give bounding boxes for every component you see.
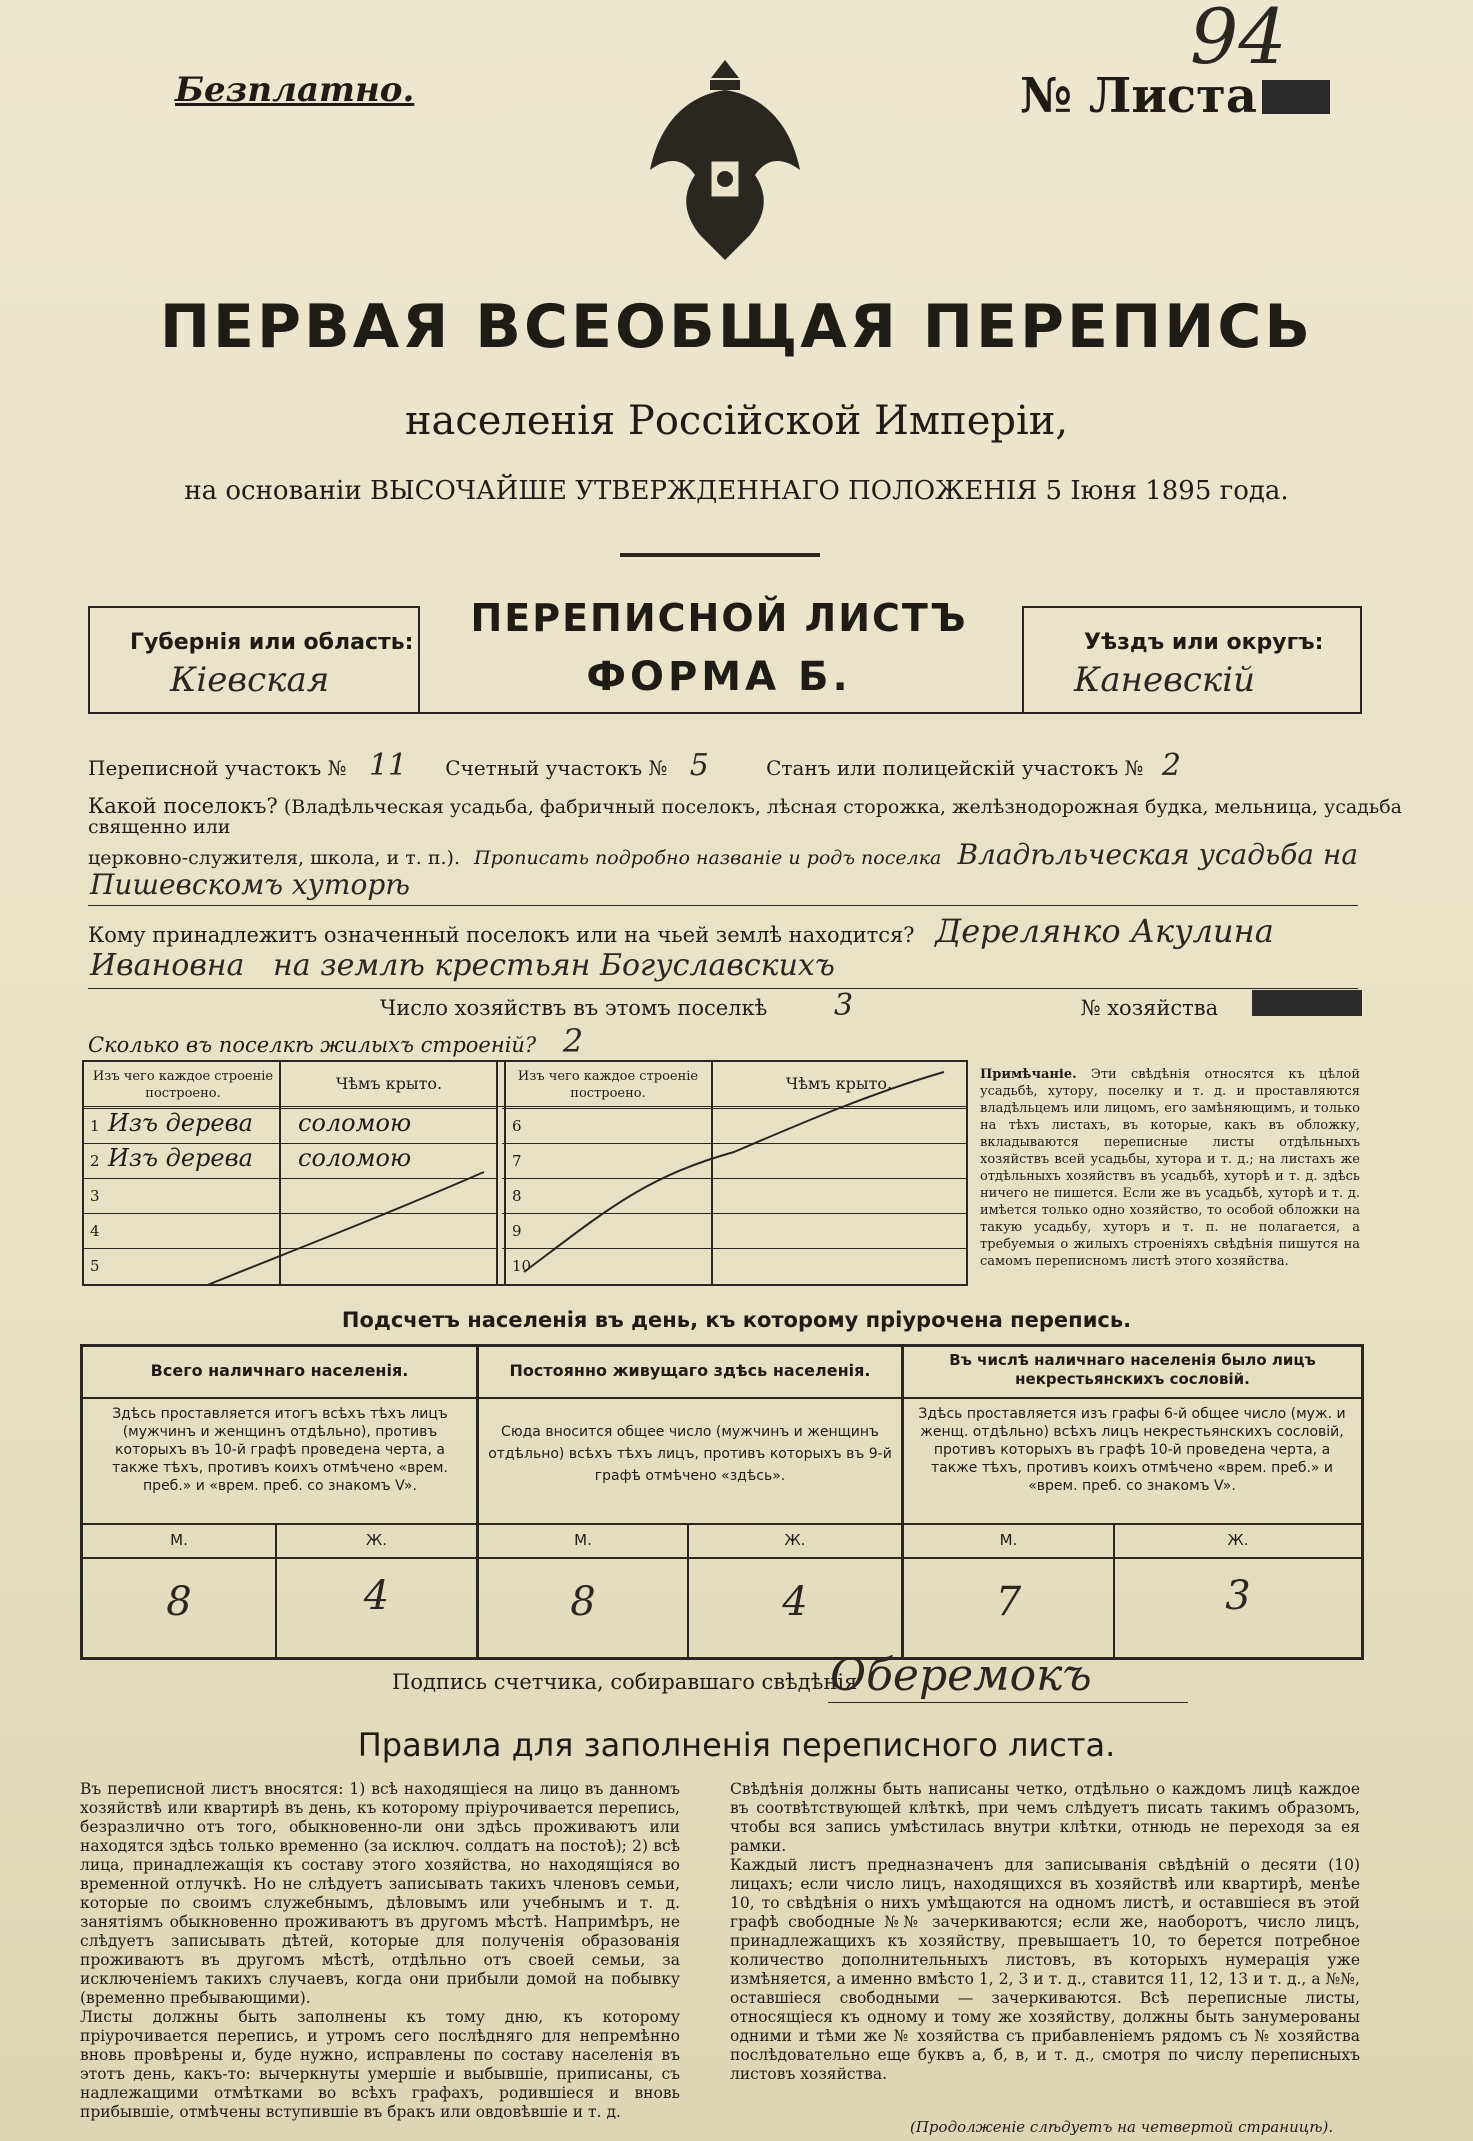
count-header-3: Въ числѣ наличнаго населенія было лицъ некрестьянскихъ сословій.	[949, 1351, 1316, 1388]
households-line	[380, 988, 1218, 1023]
row-number: 9	[512, 1222, 522, 1240]
count-zh-3: Ж.	[1227, 1531, 1249, 1549]
gubernia-label: Губернія или область:	[130, 630, 414, 655]
row-number: 5	[90, 1257, 100, 1275]
double-headed-eagle-icon	[640, 50, 810, 270]
left-col1-header: Изъ чего каждое строеніе построено.	[92, 1069, 274, 1101]
main-title: ПЕРВАЯ ВСЕОБЩАЯ ПЕРЕПИСЬ	[159, 292, 1314, 362]
count-zh-1: Ж.	[366, 1531, 387, 1549]
poselok-hint-2: церковно-служителя, школа, и т. п.).	[88, 847, 460, 869]
count-m-1: М.	[170, 1531, 188, 1549]
gubernia-value: Кіевская	[170, 660, 330, 700]
row-number: 6	[512, 1117, 522, 1135]
sheet-number-value: 94	[1190, 0, 1287, 81]
poselok-value-2: Пишевскомъ хуторѣ	[90, 868, 410, 901]
schetny-label: Счетный участокъ №	[445, 756, 668, 780]
row-number: 3	[90, 1187, 100, 1205]
household-number-label: № хозяйства	[1080, 996, 1219, 1020]
roof-value: соломою	[298, 1144, 412, 1172]
count-zh-2: Ж.	[784, 1531, 806, 1549]
title-divider	[620, 553, 820, 557]
row-number: 4	[90, 1222, 100, 1240]
stan-value: 2	[1161, 748, 1181, 783]
subtitle: населенія Россійской Имперіи,	[404, 398, 1069, 444]
owner-question: Кому принадлежитъ означенный поселокъ или на чьей землѣ находится?	[88, 923, 915, 947]
rules-right: Свѣдѣнія должны быть написаны четко, отдѣльно о каждомъ лицѣ каждое въ соотвѣтствующей клѣткѣ, при чемъ слѣдуетъ писать такимъ образомъ, чтобы вся запись умѣстилась внутри клѣтки, отнюдь не переходя за ея рамки. Каждый листъ предназначенъ для записыванія свѣдѣній о десяти (10) лицахъ; если число лицъ, находящихся въ хозяйствѣ или квартирѣ, менѣе 10, то свѣдѣнія о нихъ умѣщаются на одномъ листѣ, и оставшіеся въ этой графѣ свободные №№ зачеркиваются; если же, наоборотъ, число лицъ, принадлежащихъ къ хозяйству, превышаетъ 10, то берется потребное количество дополнительныхъ листовъ, въ которыхъ нумерація уже измѣняется, а именно вмѣсто 1, 2, 3 и т. д., ставится 11, 12, 13 и т. д., а №№, оставшіеся свободными — зачеркиваются. Всѣ переписные листы, относящіеся къ одному и тому же хозяйству, должны быть занумерованы одними и тѣми же № хозяйства съ прибавленіемъ рядомъ съ № хозяйства послѣдовательно еще буквъ а, б, в, и т. д., смотря по числу переписныхъ листовъ хозяйства.	[730, 1780, 1360, 2083]
signature-value: Оберемокъ	[830, 1650, 1092, 1701]
buildings-question: Сколько въ поселкѣ жилыхъ строеній?	[88, 1033, 537, 1057]
form-title: ПЕРЕПИСНОЙ ЛИСТЪ	[470, 596, 968, 640]
count-value-2m: 8	[570, 1579, 596, 1625]
material-value: Изъ дерева	[108, 1109, 253, 1137]
owner-value-2: Ивановна на землѣ крестьян Богуславскихъ	[90, 948, 835, 983]
basis-line: на основаніи ВЫСОЧАЙШЕ УТВЕРЖДЕННАГО ПОЛОЖЕНІЯ 5 Іюня 1895 года.	[184, 476, 1289, 506]
households-value: 3	[833, 988, 854, 1023]
free-label: Безплатно.	[175, 70, 415, 110]
uezd-box	[1022, 606, 1362, 714]
count-title: Подсчетъ населенія въ день, къ которому пріурочена перепись.	[341, 1308, 1132, 1332]
count-header-1: Всего наличнаго населенія.	[150, 1361, 409, 1380]
roof-value: соломою	[298, 1109, 412, 1137]
right-col2-header: Чѣмъ крыто.	[785, 1074, 893, 1093]
note-block	[980, 1066, 1360, 1270]
count-desc-1: Здѣсь проставляется итогъ всѣхъ тѣхъ лицъ (мужчинъ и женщинъ отдѣльно), противъ которыхъ въ 10-й графѣ проведена черта, а также тѣхъ, противъ коихъ отмѣчено «врем. преб.» и «врем. преб. со знакомъ V».	[112, 1406, 448, 1494]
form-name: ФОРМА Б.	[586, 654, 852, 700]
stan-label: Станъ или полицейскій участокъ №	[766, 756, 1144, 780]
material-value: Изъ дерева	[108, 1144, 253, 1172]
cancel-strokes	[84, 1062, 966, 1284]
gubernia-box	[88, 606, 420, 714]
poselok-line-2	[88, 838, 1358, 871]
row-number: 8	[512, 1187, 522, 1205]
buildings-table	[82, 1060, 968, 1286]
count-header-2: Постоянно живущаго здѣсь населенія.	[509, 1361, 871, 1380]
households-label: Число хозяйствъ въ этомъ поселкѣ	[380, 996, 768, 1020]
sheet-number-redaction	[1262, 80, 1330, 114]
count-value-1z: 4	[363, 1573, 390, 1619]
count-desc-3: Здѣсь проставляется изъ графы 6-й общее число (муж. и женщ. отдѣльно) всѣхъ лицъ некрестьянскихъ сословій, противъ которыхъ въ графѣ 10-й проведена черта, а также тѣхъ, противъ коихъ отмѣчено «врем. преб.» и «врем. преб. со знакомъ V».	[918, 1406, 1346, 1494]
count-value-3z: 3	[1225, 1573, 1251, 1619]
household-number-redaction	[1252, 990, 1362, 1016]
sheet-number-label: № Листа	[1020, 68, 1257, 124]
poselok-value-1: Владѣльческая усадьба на	[957, 838, 1359, 871]
buildings-line	[88, 1022, 583, 1060]
signature-label: Подпись счетчика, собиравшаго свѣдѣнія	[392, 1670, 858, 1694]
signature-underline	[828, 1702, 1188, 1703]
right-col1-header: Изъ чего каждое строеніе построено.	[517, 1069, 699, 1101]
row-number: 2	[90, 1152, 100, 1170]
count-value-2z: 4	[782, 1579, 808, 1625]
count-m-3: М.	[999, 1531, 1018, 1549]
note-title: Примѣчаніе.	[980, 1067, 1077, 1082]
poselok-question: Какой поселокъ?	[88, 794, 278, 818]
note-text: Эти свѣдѣнія относятся къ цѣлой усадьбѣ, хутору, поселку и т. д. и проставляются владѣльцемъ или лицомъ, его замѣняющимъ, и только на тѣхъ листахъ, въ которые, какъ въ обложку, вкладываются переписные листы отдѣльныхъ хозяйствъ всей усадьбы, хутора и т. д.; на листахъ же отдѣльныхъ хозяйствъ въ усадьбѣ, хуторѣ и т. д. здѣсь ничего не пишется. Если же въ усадьбѣ, хуторѣ и т. д. имѣется только одно хозяйство, то особой обложки на такую усадьбу, хуторъ и т. п. не полагается, а требуемыя о жилыхъ строеніяхъ свѣдѣнія пишутся на самомъ переписномъ листѣ этого хозяйства.	[980, 1067, 1360, 1269]
perepisnoy-line	[88, 748, 1181, 783]
rules-title: Правила для заполненія переписного листа.	[357, 1726, 1116, 1764]
uezd-value: Каневскій	[1074, 660, 1256, 700]
owner-line	[88, 912, 1274, 950]
schetny-value: 5	[689, 748, 709, 783]
row-number: 1	[90, 1117, 100, 1135]
perepisnoy-value: 11	[368, 748, 408, 783]
count-value-1m: 8	[166, 1579, 192, 1625]
count-desc-2: Сюда вносится общее число (мужчинъ и женщинъ отдѣльно) всѣхъ тѣхъ лицъ, противъ которыхъ въ 9-й графѣ отмѣчено «здѣсь».	[488, 1424, 892, 1484]
buildings-value: 2	[562, 1022, 584, 1060]
count-hline-1	[83, 1397, 1361, 1399]
rules-continued: (Продолженіе слѣдуетъ на четвертой страницѣ).	[910, 2118, 1334, 2136]
owner-value-1: Дерелянко Акулина	[935, 912, 1274, 950]
row-number: 7	[512, 1152, 522, 1170]
left-col2-header: Чѣмъ крыто.	[335, 1074, 443, 1093]
uezd-label: Уѣздъ или округъ:	[1084, 630, 1324, 655]
poselok-line	[88, 796, 1473, 837]
poselok-hint: (Владѣльческая усадьба, фабричный поселокъ, лѣсная сторожка, желѣзнодорожная будка, мельница, усадьба священно или	[88, 796, 1402, 838]
count-value-3m: 7	[995, 1579, 1022, 1625]
row-number: 10	[512, 1257, 532, 1275]
head-underline	[88, 712, 1362, 714]
poselok-underline	[88, 905, 1358, 906]
rules-left: Въ переписной листъ вносятся: 1) всѣ находящіеся на лицо въ данномъ хозяйствѣ или квартирѣ въ день, къ которому пріурочивается перепись, безразлично отъ того, обыкновенно-ли они здѣсь проживаютъ или находятся здѣсь только временно (за исключ. солдатъ на постоѣ); 2) всѣ лица, принадлежащія къ составу этого хозяйства, но находящіяся во временной отлучкѣ. Но не слѣдуетъ записывать такихъ членовъ семьи, которые по своимъ служебнымъ, дѣловымъ или учебнымъ и т. д. занятіямъ обыкновенно проживаютъ въ другомъ мѣстѣ. Напримѣръ, не слѣдуетъ записывать дѣтей, которые для полученія образованія проживаютъ въ другомъ мѣстѣ, отдѣльно отъ своей семьи, за исключеніемъ такихъ случаевъ, когда они прибыли домой на побывку (временно пребывающими). Листы должны быть заполнены къ тому дню, къ которому пріурочивается перепись, и утромъ сего послѣдняго для непремѣнно вновь провѣрены и, буде нужно, исправлены по составу населенія въ этотъ день, какъ-то: вычеркнуты умершіе и выбывшіе, приписаны, съ надлежащими отмѣтками во всѣхъ графахъ, родившіеся и вновь прибывшіе, отмѣчены вступившіе въ бракъ или овдовѣвшіе и т. д.	[80, 1780, 680, 2121]
count-m-2: М.	[574, 1531, 592, 1549]
perepisnoy-label: Переписной участокъ №	[88, 756, 347, 780]
poselok-instruction: Прописать подробно названіе и родъ поселка	[474, 847, 942, 869]
count-table	[80, 1344, 1364, 1660]
